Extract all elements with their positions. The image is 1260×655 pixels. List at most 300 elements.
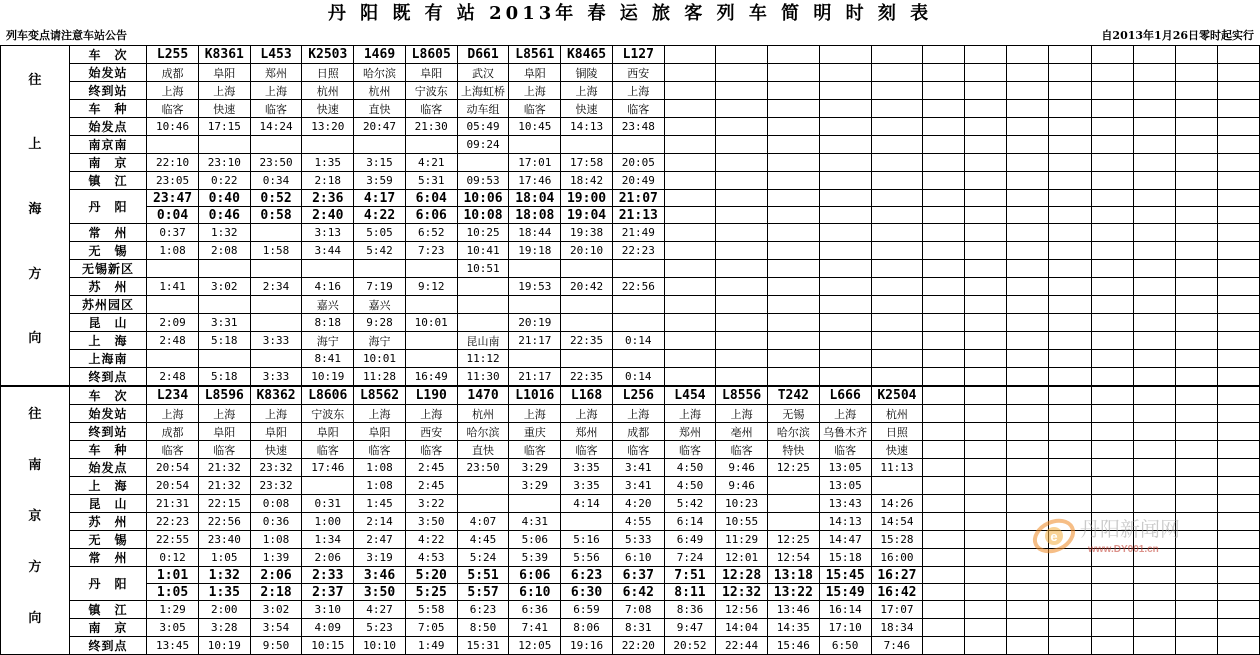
table-cell: 2:14: [354, 513, 406, 531]
table-cell: [664, 224, 716, 242]
table-cell: 临客: [664, 441, 716, 459]
empty-cell: [1049, 495, 1091, 513]
table-cell: [198, 136, 250, 154]
table-cell: 9:46: [716, 459, 768, 477]
empty-cell: [1091, 64, 1133, 82]
empty-cell: [923, 260, 965, 278]
table-cell: 0:08: [250, 495, 302, 513]
table-row: [1, 423, 1260, 441]
empty-cell: [965, 64, 1007, 82]
empty-cell: [1217, 278, 1259, 296]
empty-cell: [1091, 495, 1133, 513]
empty-cell: [1091, 477, 1133, 495]
train-number-cell: L1016: [509, 386, 561, 405]
table-cell: [871, 172, 923, 190]
table-cell: [819, 190, 871, 207]
table-cell: [250, 260, 302, 278]
row-label: 始发点: [69, 118, 146, 136]
table-cell: 上海: [509, 82, 561, 100]
empty-cell: [1091, 242, 1133, 260]
empty-cell: [1217, 296, 1259, 314]
empty-cell: [923, 242, 965, 260]
empty-cell: [965, 242, 1007, 260]
table-cell: 12:05: [509, 637, 561, 655]
empty-cell: [965, 441, 1007, 459]
empty-cell: [1007, 314, 1049, 332]
table-cell: [767, 154, 819, 172]
table-cell: 22:35: [561, 368, 613, 387]
empty-cell: [1049, 314, 1091, 332]
table-cell: [561, 260, 613, 278]
table-cell: 5:05: [354, 224, 406, 242]
table-cell: 4:22: [405, 531, 457, 549]
table-cell: 22:55: [147, 531, 199, 549]
table-cell: 嘉兴: [302, 296, 354, 314]
empty-cell: [1091, 386, 1133, 405]
table-row: [1, 567, 1260, 584]
empty-cell: [1175, 100, 1217, 118]
table-row: [1, 368, 1260, 387]
table-cell: [871, 100, 923, 118]
empty-cell: [1217, 441, 1259, 459]
table-cell: 11:13: [871, 459, 923, 477]
table-cell: 0:36: [250, 513, 302, 531]
table-cell: [819, 207, 871, 224]
table-cell: 20:54: [147, 477, 199, 495]
table-row: [1, 242, 1260, 260]
table-cell: [716, 314, 768, 332]
table-cell: [664, 100, 716, 118]
table-cell: [819, 154, 871, 172]
empty-cell: [923, 531, 965, 549]
train-number-cell: L190: [405, 386, 457, 405]
empty-cell: [923, 136, 965, 154]
empty-cell: [965, 190, 1007, 207]
schedule-change-notice: 列车变点请注意车站公告: [6, 29, 127, 42]
table-cell: 0:58: [250, 207, 302, 224]
row-label: 丹 阳: [69, 567, 146, 601]
table-cell: 阜阳: [509, 64, 561, 82]
table-cell: 21:17: [509, 368, 561, 387]
table-cell: [716, 100, 768, 118]
table-cell: 4:27: [354, 601, 406, 619]
table-cell: 0:31: [302, 495, 354, 513]
table-cell: 6:10: [509, 584, 561, 601]
row-label: 始发点: [69, 459, 146, 477]
empty-cell: [1133, 64, 1175, 82]
table-cell: 临客: [716, 441, 768, 459]
empty-cell: [965, 477, 1007, 495]
direction-char: 海: [28, 201, 42, 217]
table-cell: [767, 278, 819, 296]
table-cell: 22:56: [198, 513, 250, 531]
table-cell: 10:23: [716, 495, 768, 513]
table-cell: 1:08: [147, 242, 199, 260]
table-cell: [767, 513, 819, 531]
table-cell: [664, 207, 716, 224]
train-number-cell: 1469: [354, 46, 406, 64]
empty-cell: [1049, 136, 1091, 154]
table-cell: 15:28: [871, 531, 923, 549]
empty-cell: [923, 513, 965, 531]
empty-cell: [1175, 567, 1217, 584]
empty-cell: [1007, 278, 1049, 296]
empty-cell: [1175, 207, 1217, 224]
empty-cell: [1007, 350, 1049, 368]
empty-cell: [1091, 190, 1133, 207]
table-cell: [767, 172, 819, 190]
table-cell: 日照: [871, 423, 923, 441]
table-cell: 20:49: [612, 172, 664, 190]
table-row: [1, 584, 1260, 601]
direction-char: 京: [28, 509, 42, 524]
empty-cell: [923, 477, 965, 495]
table-cell: 22:10: [147, 154, 199, 172]
row-label: 无 锡: [69, 531, 146, 549]
table-cell: 3:28: [198, 619, 250, 637]
table-cell: 1:32: [198, 224, 250, 242]
table-cell: [354, 260, 406, 278]
empty-cell: [1049, 619, 1091, 637]
row-label: 车 种: [69, 441, 146, 459]
table-cell: [871, 207, 923, 224]
empty-cell: [1091, 260, 1133, 278]
table-cell: 10:45: [509, 118, 561, 136]
table-cell: 6:42: [612, 584, 664, 601]
table-cell: 3:59: [354, 172, 406, 190]
table-cell: 21:31: [147, 495, 199, 513]
table-cell: 临客: [819, 441, 871, 459]
empty-cell: [1091, 332, 1133, 350]
table-cell: 23:05: [147, 172, 199, 190]
table-cell: [716, 224, 768, 242]
empty-cell: [1007, 332, 1049, 350]
table-cell: 乌鲁木齐: [819, 423, 871, 441]
table-cell: [819, 350, 871, 368]
table-cell: 4:50: [664, 477, 716, 495]
empty-cell: [1049, 637, 1091, 655]
table-cell: 3:50: [405, 513, 457, 531]
table-cell: 6:36: [509, 601, 561, 619]
empty-cell: [1133, 350, 1175, 368]
empty-cell: [1133, 82, 1175, 100]
empty-cell: [1007, 459, 1049, 477]
table-cell: 17:46: [509, 172, 561, 190]
effective-date-notice: 自2013年1月26日零时起实行: [1101, 29, 1254, 42]
table-cell: [871, 224, 923, 242]
table-cell: 0:12: [147, 549, 199, 567]
table-cell: [664, 64, 716, 82]
empty-cell: [1091, 637, 1133, 655]
table-cell: [871, 64, 923, 82]
table-cell: 阜阳: [198, 64, 250, 82]
table-cell: 临客: [250, 100, 302, 118]
row-label: 终到点: [69, 368, 146, 387]
empty-cell: [1049, 260, 1091, 278]
empty-cell: [1217, 513, 1259, 531]
table-row: [1, 441, 1260, 459]
empty-cell: [965, 260, 1007, 278]
table-cell: 6:06: [509, 567, 561, 584]
table-cell: [767, 207, 819, 224]
watermark-url: www.DY001.cn: [1088, 544, 1159, 555]
empty-cell: [1007, 495, 1049, 513]
row-label: 镇 江: [69, 172, 146, 190]
table-cell: 21:13: [612, 207, 664, 224]
table-cell: 7:05: [405, 619, 457, 637]
table-cell: 13:43: [819, 495, 871, 513]
table-cell: 13:05: [819, 477, 871, 495]
table-cell: [819, 368, 871, 387]
table-cell: 19:00: [561, 190, 613, 207]
empty-cell: [923, 423, 965, 441]
table-cell: 15:45: [819, 567, 871, 584]
table-cell: [302, 477, 354, 495]
row-label: 无 锡: [69, 242, 146, 260]
table-cell: [819, 296, 871, 314]
table-cell: 2:37: [302, 584, 354, 601]
table-cell: 21:32: [198, 477, 250, 495]
table-cell: [871, 242, 923, 260]
table-cell: [716, 82, 768, 100]
table-cell: [767, 82, 819, 100]
table-cell: 日照: [302, 64, 354, 82]
table-cell: [561, 314, 613, 332]
table-cell: 成都: [147, 64, 199, 82]
table-cell: 2:18: [302, 172, 354, 190]
table-cell: 9:28: [354, 314, 406, 332]
empty-cell: [923, 459, 965, 477]
table-row: [1, 154, 1260, 172]
table-cell: 5:56: [561, 549, 613, 567]
table-cell: 3:33: [250, 332, 302, 350]
table-cell: [612, 350, 664, 368]
row-label: 始发站: [69, 405, 146, 423]
table-row: [1, 314, 1260, 332]
table-cell: 0:14: [612, 332, 664, 350]
table-cell: 1:35: [198, 584, 250, 601]
empty-cell: [1007, 405, 1049, 423]
empty-cell: [1133, 100, 1175, 118]
watermark-logo: [1030, 512, 1200, 558]
table-cell: 2:06: [250, 567, 302, 584]
table-cell: [457, 296, 509, 314]
table-cell: [457, 314, 509, 332]
table-cell: 14:35: [767, 619, 819, 637]
table-row: [1, 260, 1260, 278]
table-cell: [664, 136, 716, 154]
table-cell: 5:31: [405, 172, 457, 190]
table-cell: 14:26: [871, 495, 923, 513]
table-cell: 0:34: [250, 172, 302, 190]
table-cell: 4:55: [612, 513, 664, 531]
table-cell: 5:25: [405, 584, 457, 601]
table-cell: 1:00: [302, 513, 354, 531]
table-cell: 2:18: [250, 584, 302, 601]
table-cell: [767, 100, 819, 118]
empty-cell: [1133, 190, 1175, 207]
table-cell: 快速: [561, 100, 613, 118]
table-cell: [767, 64, 819, 82]
empty-cell: [1007, 423, 1049, 441]
table-cell: 0:40: [198, 190, 250, 207]
empty-cell: [1175, 154, 1217, 172]
table-cell: 10:10: [354, 637, 406, 655]
empty-cell: [1175, 118, 1217, 136]
table-cell: 2:34: [250, 278, 302, 296]
table-cell: [250, 136, 302, 154]
empty-cell: [923, 584, 965, 601]
table-cell: 临客: [147, 100, 199, 118]
empty-cell: [1007, 242, 1049, 260]
table-cell: [198, 350, 250, 368]
table-cell: [716, 350, 768, 368]
row-label: 苏 州: [69, 278, 146, 296]
table-row: [1, 350, 1260, 368]
empty-cell: [1175, 296, 1217, 314]
table-cell: 4:22: [354, 207, 406, 224]
direction-char: 南: [28, 458, 42, 473]
table-cell: [509, 136, 561, 154]
train-number-cell: [664, 46, 716, 64]
table-cell: 20:52: [664, 637, 716, 655]
table-cell: 11:29: [716, 531, 768, 549]
empty-cell: [1049, 64, 1091, 82]
table-cell: [664, 260, 716, 278]
table-cell: 上海: [198, 405, 250, 423]
empty-cell: [965, 405, 1007, 423]
row-label: 南 京: [69, 619, 146, 637]
row-label: 上 海: [69, 477, 146, 495]
table-cell: 4:14: [561, 495, 613, 513]
table-cell: [819, 332, 871, 350]
table-cell: [302, 136, 354, 154]
table-cell: [716, 64, 768, 82]
empty-cell: [923, 314, 965, 332]
empty-cell: [1133, 46, 1175, 64]
empty-cell: [1091, 441, 1133, 459]
table-cell: [664, 172, 716, 190]
empty-cell: [1217, 224, 1259, 242]
train-number-cell: L453: [250, 46, 302, 64]
table-cell: 1:05: [198, 549, 250, 567]
table-cell: 23:47: [147, 190, 199, 207]
empty-cell: [1175, 278, 1217, 296]
empty-cell: [1175, 242, 1217, 260]
table-cell: [509, 350, 561, 368]
train-number-cell: K2504: [871, 386, 923, 405]
empty-cell: [965, 584, 1007, 601]
table-cell: 10:19: [302, 368, 354, 387]
row-label: 上 海: [69, 332, 146, 350]
empty-cell: [965, 531, 1007, 549]
empty-cell: [1007, 477, 1049, 495]
empty-cell: [1133, 368, 1175, 387]
table-cell: 3:10: [302, 601, 354, 619]
table-cell: 临客: [198, 441, 250, 459]
empty-cell: [1175, 459, 1217, 477]
empty-cell: [923, 118, 965, 136]
table-cell: 杭州: [302, 82, 354, 100]
empty-cell: [1175, 350, 1217, 368]
train-number-cell: L8606: [302, 386, 354, 405]
table-cell: 12:01: [716, 549, 768, 567]
empty-cell: [923, 368, 965, 387]
empty-cell: [1007, 368, 1049, 387]
table-cell: 2:08: [198, 242, 250, 260]
empty-cell: [1091, 100, 1133, 118]
train-number-cell: [767, 46, 819, 64]
table-cell: 8:50: [457, 619, 509, 637]
table-cell: 11:12: [457, 350, 509, 368]
table-cell: 11:28: [354, 368, 406, 387]
table-row: [1, 601, 1260, 619]
table-cell: 12:54: [767, 549, 819, 567]
train-number-cell: T242: [767, 386, 819, 405]
table-cell: [871, 314, 923, 332]
empty-cell: [1175, 495, 1217, 513]
table-cell: [819, 100, 871, 118]
table-cell: 22:23: [612, 242, 664, 260]
table-cell: 4:53: [405, 549, 457, 567]
table-cell: 6:59: [561, 601, 613, 619]
table-cell: 2:47: [354, 531, 406, 549]
table-cell: 6:23: [457, 601, 509, 619]
empty-cell: [1217, 242, 1259, 260]
empty-cell: [1133, 405, 1175, 423]
row-label: 昆 山: [69, 314, 146, 332]
table-cell: 快速: [302, 100, 354, 118]
table-cell: 4:20: [612, 495, 664, 513]
empty-cell: [1217, 423, 1259, 441]
direction-char: 方: [28, 560, 42, 575]
table-cell: 8:36: [664, 601, 716, 619]
empty-cell: [1007, 118, 1049, 136]
table-cell: 8:06: [561, 619, 613, 637]
empty-cell: [923, 207, 965, 224]
empty-cell: [1091, 296, 1133, 314]
table-cell: 5:06: [509, 531, 561, 549]
train-number-cell: [819, 46, 871, 64]
table-cell: [767, 332, 819, 350]
table-cell: 临客: [405, 100, 457, 118]
empty-cell: [1217, 637, 1259, 655]
table-cell: 9:50: [250, 637, 302, 655]
table-cell: 23:48: [612, 118, 664, 136]
table-cell: [871, 136, 923, 154]
watermark-text: 丹阳新闻网: [1080, 517, 1180, 541]
empty-cell: [1133, 314, 1175, 332]
empty-cell: [1133, 260, 1175, 278]
table-cell: 19:53: [509, 278, 561, 296]
empty-cell: [1049, 242, 1091, 260]
table-cell: 临客: [509, 441, 561, 459]
table-cell: 临客: [612, 100, 664, 118]
empty-cell: [1175, 584, 1217, 601]
empty-cell: [1217, 332, 1259, 350]
table-cell: 2:45: [405, 459, 457, 477]
table-cell: [871, 190, 923, 207]
empty-cell: [1217, 368, 1259, 387]
table-cell: [819, 242, 871, 260]
table-cell: [819, 64, 871, 82]
empty-cell: [1091, 207, 1133, 224]
table-cell: 12:56: [716, 601, 768, 619]
empty-cell: [1217, 260, 1259, 278]
train-number-cell: K8362: [250, 386, 302, 405]
table-cell: 嘉兴: [354, 296, 406, 314]
table-cell: [871, 296, 923, 314]
